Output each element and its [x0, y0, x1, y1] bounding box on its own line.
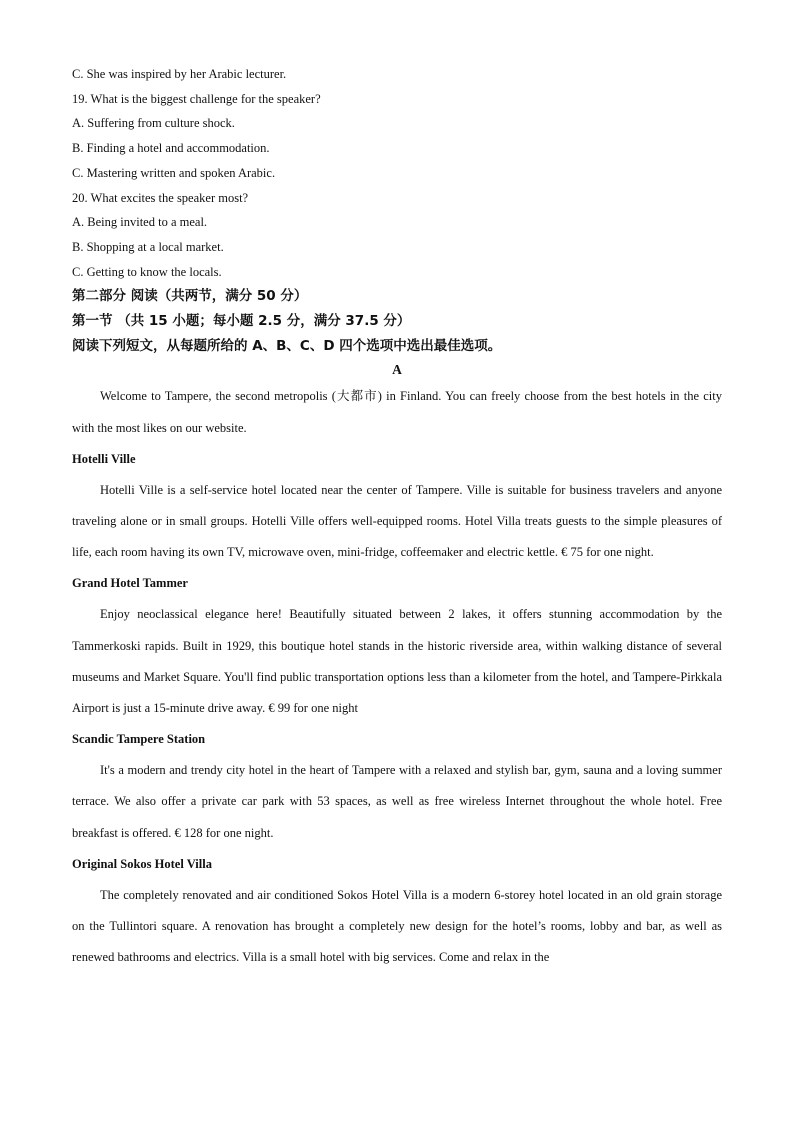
question-line: A. Being invited to a meal. — [72, 215, 208, 230]
passage-intro: Welcome to Tampere, the second metropolis (大都市) in Finland. You can freely choose from the best hotels in the city with the most likes on our website. — [72, 389, 722, 435]
instruction: 阅读下列短文，从每题所给的 A、B、C、D 四个选项中选出最佳选项。 — [72, 338, 502, 355]
question-line: 20. What excites the speaker most? — [72, 190, 249, 205]
part-title: 第二部分 阅读（共两节，满分 50 分） — [72, 288, 308, 305]
hotel-description: It's a modern and trendy city hotel in the heart of Tampere with a relaxed and stylish bar, gym, sauna and a loving summer terrace. We also offer a private car park with 53 spaces, as well as free wireless Internet throughout the whole hotel. Free breakfast is offered. € 128 for one night. — [72, 763, 722, 840]
question-line: C. Getting to know the locals. — [72, 264, 222, 279]
section-title: 第一节 （共 15 小题；每小题 2.5 分，满分 37.5 分） — [72, 313, 411, 330]
question-line: 19. What is the biggest challenge for the speaker? — [72, 91, 321, 106]
hotel-description: Hotelli Ville is a self-service hotel located near the center of Tampere. Ville is suitable for business travelers and anyone traveling alone or in small groups. Hotelli Ville offers well-equipped rooms. Hotel Villa treats guests to the simple pleasures of life, each room having its own TV, microwave oven, mini-fridge, coffeemaker and electric kettle. € 75 for one night. — [72, 482, 722, 560]
question-line: C. Mastering written and spoken Arabic. — [72, 165, 276, 180]
question-line: B. Finding a hotel and accommodation. — [72, 141, 270, 156]
passage-label: A — [392, 362, 402, 378]
question-line: B. Shopping at a local market. — [72, 239, 224, 254]
hotel-name: Original Sokos Hotel Villa — [72, 856, 212, 871]
hotel-description: The completely renovated and air conditioned Sokos Hotel Villa is a modern 6-storey hotel located in an old grain storage on the Tullintori square. A renovation has brought a completely new design for the hotel’s rooms, lobby and bar, as well as renewed bathrooms and electrics. Villa is a small hotel with big services. Come and relax in the — [72, 887, 722, 965]
question-list — [72, 62, 722, 284]
hotel-name: Hotelli Ville — [72, 451, 136, 466]
hotel-description: Enjoy neoclassical elegance here! Beautifully situated between 2 lakes, it offers stunning accommodation by the Tammerkoski rapids. Built in 1929, this boutique hotel stands in the historic riverside area, within walking distance of several museums and Market Square. You'll find public transportation options less than a kilometer from the hotel, and Tampere-Pirkkala Airport is just a 15-minute drive away. € 99 for one night — [72, 607, 722, 715]
question-line: A. Suffering from culture shock. — [72, 116, 235, 131]
hotel-name: Scandic Tampere Station — [72, 732, 206, 747]
document-page — [72, 62, 722, 973]
question-line: C. She was inspired by her Arabic lecturer. — [72, 67, 287, 81]
hotel-name: Grand Hotel Tammer — [72, 576, 188, 591]
